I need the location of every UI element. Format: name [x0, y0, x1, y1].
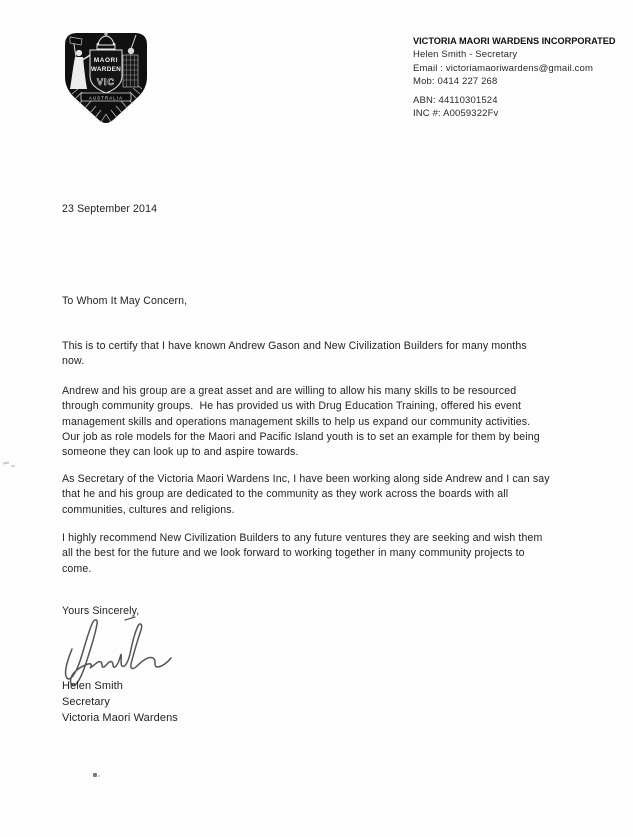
paragraph-line: communities, cultures and religions.	[62, 503, 235, 516]
contact-mobile-line: Mob: 0414 227 268	[413, 76, 498, 88]
scan-artifact	[93, 773, 97, 777]
closing-line: Yours Sincerely,	[62, 605, 140, 617]
paragraph-line: someone they can look up to and aspire towards.	[62, 446, 299, 459]
logo-banner	[81, 93, 131, 101]
paragraph-line: through community groups. He has provided us with Drug Education Training, offered his event	[62, 400, 522, 413]
registration-block	[413, 94, 628, 121]
signer-block	[62, 679, 178, 727]
paragraph-line: now.	[62, 355, 85, 368]
signer-name: Helen Smith	[62, 680, 124, 692]
paragraph-line: management skills and operations management skills to help us expand our community activities.	[62, 415, 531, 428]
logo-text-line2: WARDEN	[90, 66, 122, 73]
paragraph-line: Our job as role models for the Maori and Pacific Island youth is to set an example for them by being	[62, 431, 540, 444]
center-shield	[90, 50, 122, 93]
salutation: To Whom It May Concern,	[62, 295, 188, 307]
inc-line: INC #: A0059322Fv	[413, 108, 499, 120]
scan-artifact	[3, 461, 9, 464]
paragraph-3	[62, 472, 550, 518]
paragraph-line: all the best for the future and we look forward to working together in many community projects to	[62, 547, 525, 560]
scan-artifact	[11, 465, 15, 467]
letterhead-contact-block	[413, 35, 628, 120]
paragraph-line: I highly recommend New Civilization Builders to any future ventures they are seeking and wish them	[62, 532, 543, 544]
paragraph-line: Andrew and his group are a great asset and are willing to allow his many skills to be resourced	[62, 385, 517, 397]
maori-wardens-crest-logo	[57, 29, 156, 131]
handwritten-signature	[58, 613, 176, 689]
logo-banner-text: AUSTRALIA	[88, 95, 124, 101]
contact-email-line: Email : victoriamaoriwardens@gmail.com	[413, 62, 594, 74]
paragraph-line: As Secretary of the Victoria Maori Wardens Inc, I have been working along side Andrew and I can say	[62, 473, 550, 485]
signer-organization: Victoria Maori Wardens	[62, 711, 178, 724]
paragraph-2	[62, 384, 540, 461]
paragraph-4	[62, 531, 542, 577]
abn-line: ABN: 44110301524	[413, 94, 498, 106]
paragraph-line: that he and his group are dedicated to the community as they work across the boards with all	[62, 488, 509, 501]
contact-name-line: Helen Smith - Secretary	[413, 49, 518, 61]
date-line: 23 September 2014	[62, 203, 158, 215]
paragraph-1	[62, 339, 527, 370]
signer-title: Secretary	[62, 695, 110, 708]
scan-artifact	[98, 775, 100, 777]
paragraph-line: come.	[62, 562, 92, 575]
logo-text-line1: MAORI	[93, 57, 119, 64]
logo-text-line3: VIC	[96, 77, 116, 87]
paragraph-line: This is to certify that I have known Andrew Gason and New Civilization Builders for many months	[62, 340, 527, 352]
org-name: VICTORIA MAORI WARDENS INCORPORATED	[413, 36, 616, 46]
